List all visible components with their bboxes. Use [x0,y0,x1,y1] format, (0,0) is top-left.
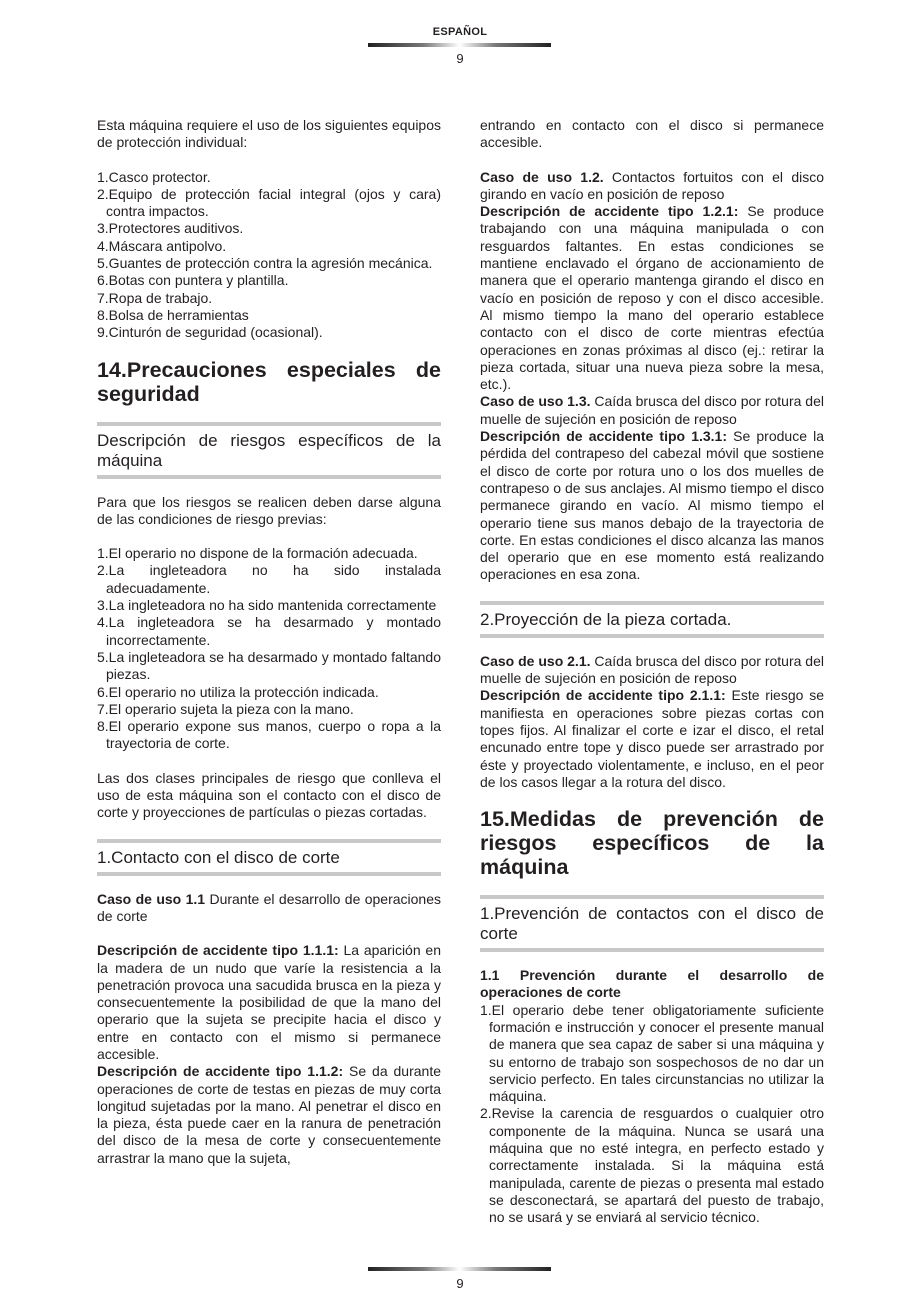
left-column [97,117,441,1167]
bold-lead: Caso de uso 1.2. [480,168,604,185]
list-item: 5.Guantes de protección contra la agresión mecánica. [97,255,433,272]
paragraph [97,770,441,822]
list-item: 7.El operario sujeta la pieza con la mano. [97,700,354,717]
paragraph-text: Contactos fortuitos con el disco girando en vacío en posición de reposo [480,168,824,202]
bold-lead: Caso de uso 2.1. [480,652,591,669]
list-item: 3.La ingleteadora no ha sido mantenida correctamente [97,597,437,614]
list-item: 1.Casco protector. [97,168,211,185]
bold-lead: Descripción de accidente tipo 1.3.1: [480,428,728,445]
paragraph [97,117,441,152]
subsection-heading: 1.Contacto con el disco de corte [97,839,441,876]
paragraph-text: entrando en contacto con el disco si permanece accesible. [480,117,824,151]
paragraph-text: Se produce trabajando con una máquina manipulada o con resguardos faltantes. En estas condiciones se mantiene enclavado el órgano de accionamiento de manera que el operario mantenga girando el disco en vacío en posición de reposo y con el disco accesible. Al mismo tiempo la mano del operario establece contacto con el disco de corte mientras efectúa operaciones en zonas próximas al disco (ej.: retirar la pieza cortada, situar una nueva pieza sobre la mesa, etc.). [480,203,824,393]
list-item: 8.El operario expone sus manos, cuerpo o ropa a la trayectoria de corte. [97,718,441,752]
paragraph-text: Durante el desarrollo de operaciones de corte [97,890,442,924]
list-item: 6.El operario no utiliza la protección indicada. [97,683,379,700]
subsection-heading: 1.Prevención de contactos con el disco de corte [480,895,824,952]
paragraph-text: Se produce la pérdida del contrapeso del cabezal móvil que sostiene el disco de corte por rotura uno o los dos muelles de contrapeso o de sus anclajes. Al mismo tiempo el disco permanece girando en vacío. Al mismo tiempo el operario tiene sus manos debajo de la trayectoria de corte. En estas condiciones el disco alcanza las manos del operario que en ese momento está realizando operaciones en esa zona. [480,428,824,583]
list-item: 1.El operario debe tener obligatoriamente suficiente formación e instrucción y conocer el presente manual de manera que sea capaz de saber si una máquina y su entorno de trabajo son sospechosos de no dar un servicio perfecto. En tales circunstancias no utilizar la máquina. [480,1001,824,1105]
page-number-top: 9 [456,51,464,66]
paragraph [97,1063,441,1167]
list-item: 3.Protectores auditivos. [97,220,244,237]
paragraph [480,428,824,584]
list-item: 2.La ingleteadora no ha sido instalada adecuadamente. [97,562,441,596]
list-item: 2.Revise la carencia de resguardos o cualquier otro componente de la máquina. Nunca se usará una máquina que no esté integra, en perfecto estado y correctamente instalada. Si la máquina está manipulada, carente de piezas o presenta mal estado se desconectará, se apartará del puesto de trabajo, no se usará y se enviará al servicio técnico. [480,1105,824,1226]
list-item: 6.Botas con puntera y plantilla. [97,272,289,289]
paragraph [97,494,441,529]
section-heading: 14.Precauciones especiales de seguridad [97,357,441,406]
paragraph-text: La aparición en la madera de un nudo que varíe la resistencia a la penetración provoca una sacudida brusca en la pieza y consecuentemente la posibilidad de que la mano del operario que la sujeta se precipite hacia el disco y entre en contacto con el mismo si permanece accesible. [97,942,441,1062]
bold-lead: Descripción de accidente tipo 2.1.1: [480,687,726,704]
bold-lead: Descripción de accidente tipo 1.1.2: [97,1063,344,1080]
paragraph [480,169,824,204]
paragraph [480,393,824,428]
list-item: 4.La ingleteadora se ha desarmado y montado incorrectamente. [97,614,441,648]
footer-rule [368,1267,551,1271]
list-item: 7.Ropa de trabajo. [97,289,213,306]
paragraph-text: Caída brusca del disco por rotura del muelle de sujeción en posición de reposo [480,393,824,427]
paragraph [480,967,824,1002]
paragraph-text: Caída brusca del disco por rotura del muelle de sujeción en posición de reposo [480,652,824,687]
paragraph [480,203,824,393]
subsection-heading: 2.Proyección de la pieza cortada. [480,601,824,638]
header-rule [368,43,551,47]
list-item: 5.La ingleteadora se ha desarmado y montado faltando piezas. [97,648,441,683]
numbered-list [480,1002,824,1227]
paragraph [97,891,441,926]
paragraph [480,653,824,688]
list-item: 9.Cinturón de seguridad (ocasional). [97,324,323,341]
paragraph [480,687,824,791]
list-item: 1.El operario no dispone de la formación adecuada. [97,545,418,562]
subsection-heading: Descripción de riesgos específicos de la máquina [97,422,441,479]
paragraph-text: Para que los riesgos se realicen deben darse alguna de las condiciones de riesgo previas: [97,493,441,527]
list-item: 2.Equipo de protección facial integral (ojos y cara) contra impactos. [97,185,441,220]
paragraph-text: Este riesgo se manifiesta en operaciones sobre piezas cortas con topes fijos. Al finalizar el corte e izar el disco, el retal encunado entre tope y disco puede ser arrastrado por éste y proyectado violentamente, e incluso, en el peor de los casos llegar a la rotura del disco. [480,687,824,790]
bold-lead: 1.1 Prevención durante el desarrollo de operaciones de corte [480,967,824,1001]
bold-lead: Caso de uso 1.1 [97,890,206,907]
paragraph-text: Las dos clases principales de riesgo que conlleva el uso de esta máquina son el contacto con el disco de corte y proyecciones de partículas o piezas cortadas. [97,769,441,821]
page-number-bottom: 9 [456,1276,464,1291]
list-item: 8.Bolsa de herramientas [97,306,249,323]
bold-lead: Descripción de accidente tipo 1.1.1: [97,942,339,959]
numbered-list [97,545,441,753]
section-heading: 15.Medidas de prevención de riesgos específicos de la máquina [480,807,824,880]
numbered-list [97,169,441,342]
paragraph [480,117,824,152]
paragraph-text: Esta máquina requiere el uso de los siguientes equipos de protección individual: [97,117,441,151]
list-item: 4.Máscara antipolvo. [97,237,227,254]
language-header: ESPAÑOL [432,26,488,38]
bold-lead: Caso de uso 1.3. [480,393,591,410]
paragraph [97,942,441,1063]
right-column [480,117,824,1227]
bold-lead: Descripción de accidente tipo 1.2.1: [480,203,739,220]
paragraph-text: Se da durante operaciones de corte de testas en piezas de muy corta longitud sujetadas por la mano. Al penetrar el disco en la pieza, ésta puede caer en la ranura de penetración del disco de la mesa de corte y consecuentemente arrastrar la mano que la sujeta, [97,1063,441,1166]
